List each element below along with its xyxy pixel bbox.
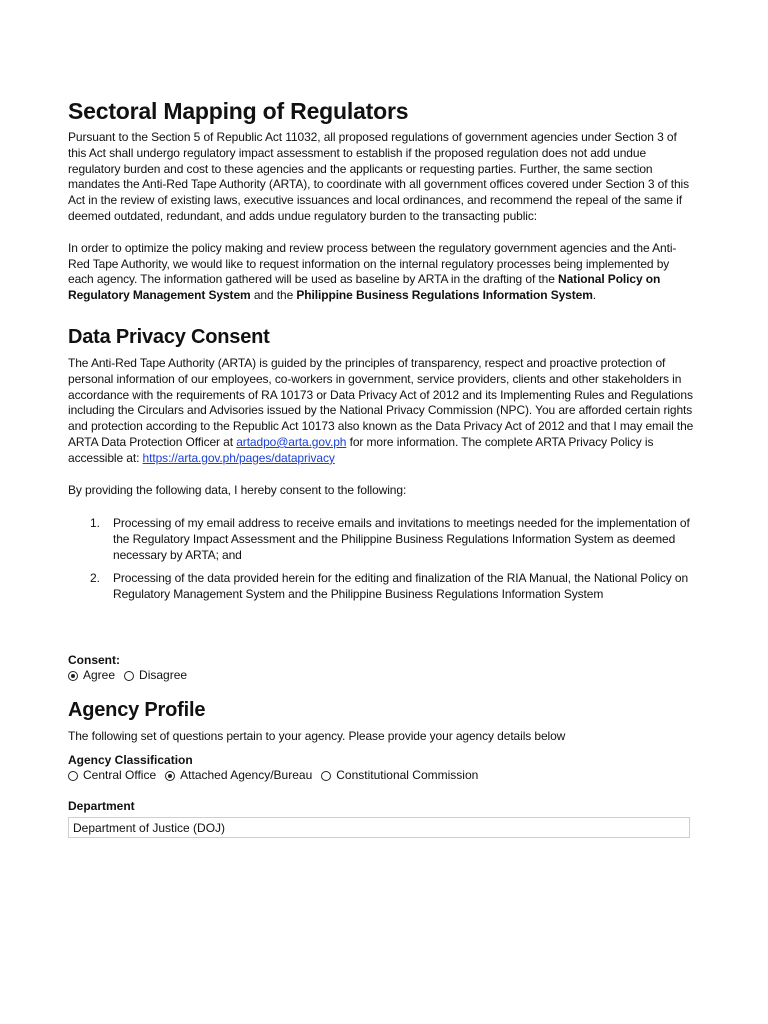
- form-page: [68, 96, 694, 838]
- constitutional-commission-label: Constitutional Commission: [336, 768, 479, 783]
- agency-classification-label: Agency Classification: [68, 753, 193, 768]
- classification-radio-group: [68, 768, 694, 783]
- intro-p2-end: .: [592, 288, 597, 303]
- consent-list: [68, 516, 694, 602]
- system-name-bold: Philippine Business Regulations Information System: [296, 288, 593, 303]
- list-item-text: Processing of the data provided herein for the editing and finalization of the RIA Manual, the National Policy on Regulatory Management System and the Philippine Business Regulations Information System: [113, 570, 689, 601]
- dpo-email-link[interactable]: artadpo@arta.gov.ph: [236, 434, 347, 449]
- page-title: Sectoral Mapping of Regulators: [68, 98, 409, 124]
- central-office-label: Central Office: [83, 768, 157, 783]
- attached-agency-radio[interactable]: [165, 771, 175, 781]
- privacy-paragraph: [68, 356, 694, 467]
- privacy-text-mid: for more information. The complete ARTA Privacy Policy is accessible at:: [68, 434, 654, 465]
- consent-label: Consent:: [68, 653, 120, 668]
- consent-option-agree[interactable]: [68, 668, 115, 683]
- list-number: 2.: [90, 570, 100, 585]
- disagree-label: Disagree: [139, 668, 188, 683]
- intro-p2-text: In order to optimize the policy making and review process between the regulatory government agencies and the Anti-Red Tape Authority, we would like to request information on the internal regulatory processes being implemented by each agency. The information gathered will be used as baseline by ARTA in the drafting of the: [68, 240, 677, 287]
- privacy-policy-link[interactable]: https://arta.gov.ph/pages/dataprivacy: [142, 450, 335, 465]
- agency-intro: The following set of questions pertain to your agency. Please provide your agency details below: [68, 729, 566, 744]
- intro-paragraph-1: Pursuant to the Section 5 of Republic Act 11032, all proposed regulations of government agencies under Section 3 of this Act shall undergo regulatory impact assessment to establish if the proposed regulation does not add undue regulatory burden and cost to these agencies and the applicants or requesting parties. Further, the same section mandates the Anti-Red Tape Authority (ARTA), to coordinate with all government offices covered under Section 3 of this Act in the review of existing laws, executive issuances and local ordinances, and recommend the repeal of the same if deemed outdated, redundant, and adds undue regulatory burden to the transacting public:: [68, 130, 689, 223]
- department-label: Department: [68, 799, 135, 814]
- list-item: [68, 516, 694, 563]
- option-constitutional-commission[interactable]: [321, 768, 478, 783]
- consent-radio-group: [68, 668, 694, 683]
- option-central-office[interactable]: [68, 768, 156, 783]
- agency-profile-heading: Agency Profile: [68, 699, 206, 722]
- list-item: [68, 571, 694, 603]
- consent-intro: By providing the following data, I hereby consent to the following:: [68, 482, 407, 497]
- department-field[interactable]: Department of Justice (DOJ): [68, 817, 690, 838]
- constitutional-commission-radio[interactable]: [321, 771, 331, 781]
- attached-agency-label: Attached Agency/Bureau: [180, 768, 313, 783]
- list-number: 1.: [90, 516, 100, 531]
- central-office-radio[interactable]: [68, 771, 78, 781]
- disagree-radio[interactable]: [124, 671, 134, 681]
- consent-option-disagree[interactable]: [124, 668, 187, 683]
- option-attached-agency[interactable]: [165, 768, 312, 783]
- privacy-text: The Anti-Red Tape Authority (ARTA) is guided by the principles of transparency, respect and proactive protection of personal information of our employees, co-workers in government, service providers, clients and other stakeholders in accordance with the requirements of RA 10173 or Data Privacy Act of 2012 and its Implementing Rules and Regulations including the Circulars and Advisories issued by the National Privacy Commission (NPC). You are afforded certain rights and protection according to the Republic Act 10173 also known as the Data Privacy Act of 2012 and that I may email the ARTA Data Protection Officer at: [68, 355, 694, 449]
- agree-label: Agree: [83, 668, 116, 683]
- intro-p2-mid: and the: [250, 288, 297, 303]
- list-item-text: Processing of my email address to receive emails and invitations to meetings needed for the implementation of the Regulatory Impact Assessment and the Philippine Business Regulations Information System as deemed necessary by ARTA; and: [113, 516, 690, 562]
- data-privacy-heading: Data Privacy Consent: [68, 325, 270, 348]
- intro-paragraph-2: [68, 241, 694, 304]
- agree-radio[interactable]: [68, 671, 78, 681]
- policy-name-bold: National Policy on Regulatory Management System: [68, 272, 661, 303]
